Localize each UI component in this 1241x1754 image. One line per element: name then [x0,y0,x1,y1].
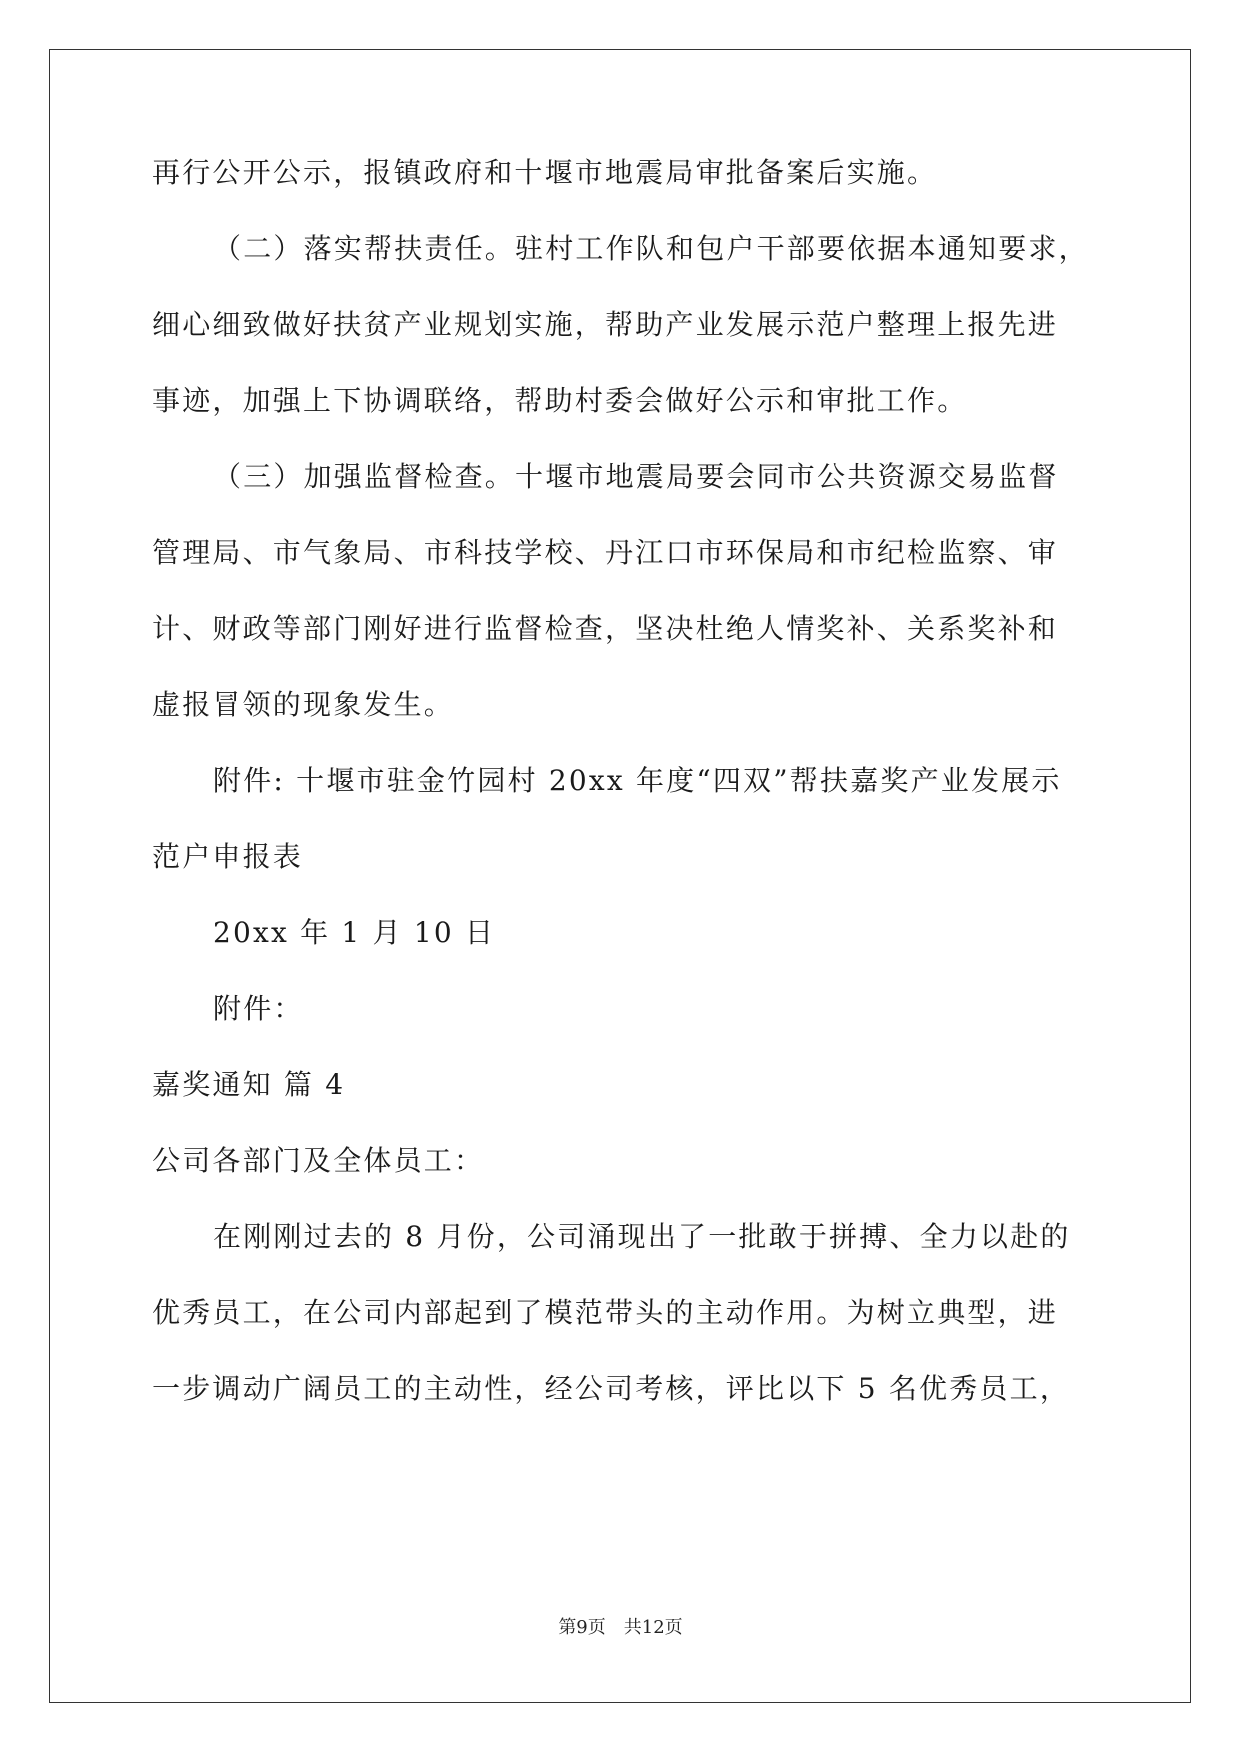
page-total: 共12页 [623,1617,683,1638]
paragraph-line: 再行公开公示，报镇政府和十堰市地震局审批备案后实施。 [152,156,938,189]
paragraph-line: 细心细致做好扶贫产业规划实施，帮助产业发展示范户整理上报先进 [152,308,1059,341]
date-line: 20xx 年 1 月 10 日 [213,916,496,949]
page-number: 第9页 [558,1617,606,1638]
attachment-label: 附件： [213,992,304,1025]
paragraph-line: （二）落实帮扶责任。驻村工作队和包户干部要依据本通知要求， [213,232,1089,265]
paragraph-line: （三）加强监督检查。十堰市地震局要会同市公共资源交易监督 [213,460,1059,493]
page-footer [0,1616,1241,1640]
paragraph-line: 虚报冒领的现象发生。 [152,688,455,721]
section-heading: 嘉奖通知 篇 4 [152,1068,346,1101]
paragraph-line: 在刚刚过去的 8 月份，公司涌现出了一批敢于拼搏、全力以赴的 [213,1220,1071,1253]
salutation: 公司各部门及全体员工： [152,1144,485,1177]
attachment-line: 范户申报表 [152,840,304,873]
paragraph-line: 计、财政等部门刚好进行监督检查，坚决杜绝人情奖补、关系奖补和 [152,612,1059,645]
attachment-line: 附件: 十堰市驻金竹园村 20xx 年度“四双”帮扶嘉奖产业发展示 [213,764,1062,797]
paragraph-line: 事迹，加强上下协调联络，帮助村委会做好公示和审批工作。 [152,384,968,417]
paragraph-line: 优秀员工，在公司内部起到了模范带头的主动作用。为树立典型，进 [152,1296,1059,1329]
paragraph-line: 管理局、市气象局、市科技学校、丹江口市环保局和市纪检监察、审 [152,536,1059,569]
paragraph-line: 一步调动广阔员工的主动性，经公司考核，评比以下 5 名优秀员工， [152,1372,1071,1405]
